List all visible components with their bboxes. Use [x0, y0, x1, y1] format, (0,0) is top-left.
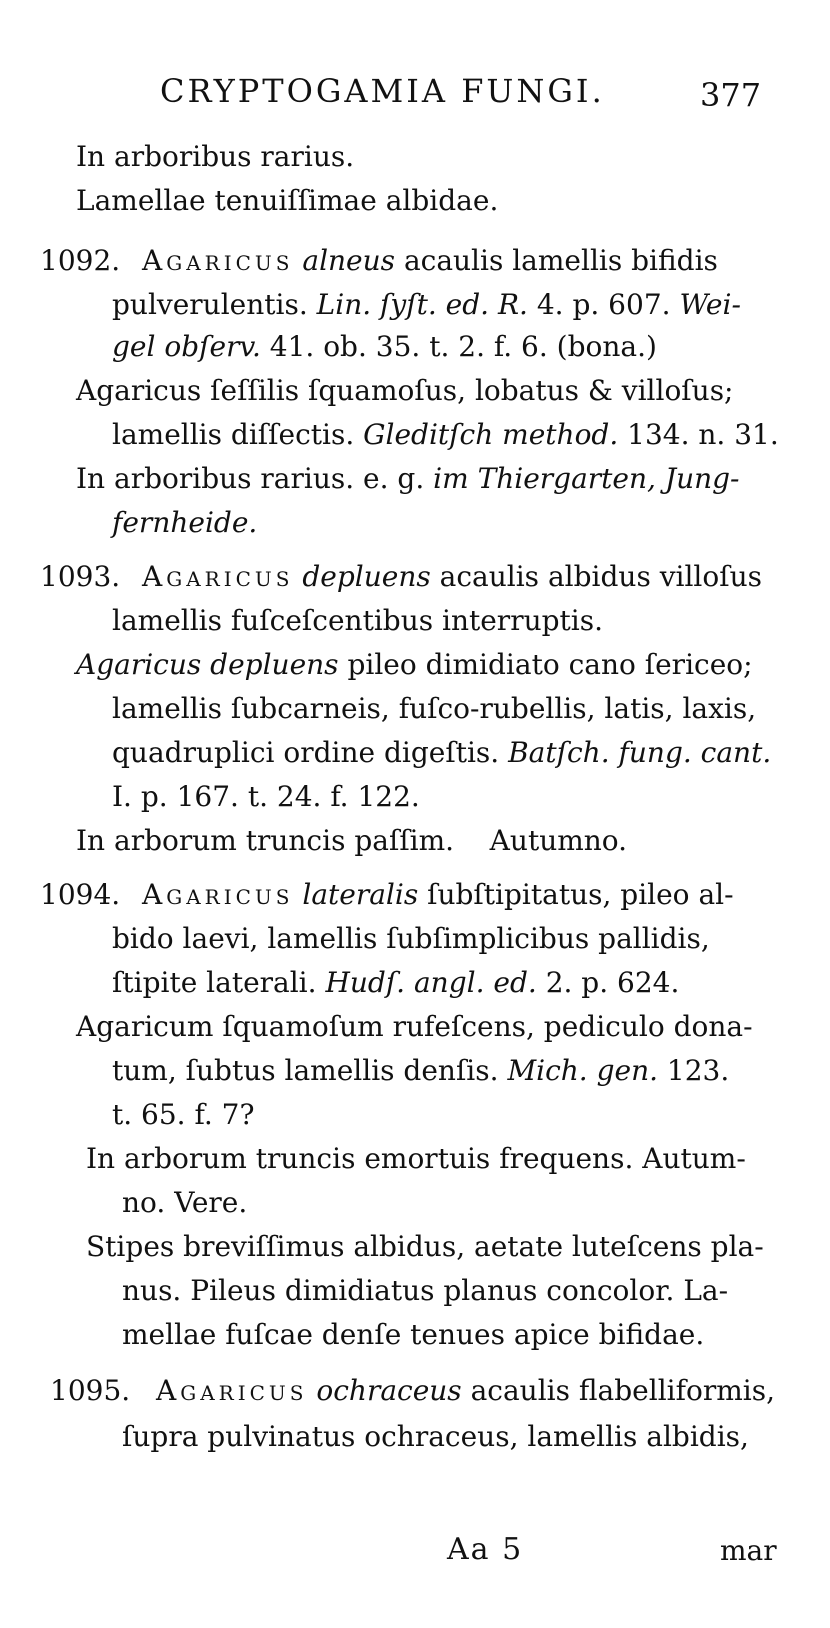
- entry-number-1092: 1092.: [40, 244, 121, 277]
- entry-1094-habitat-line-1: In arborum truncis emortuis frequens. Autum-: [86, 1142, 746, 1175]
- locality-text: im Thiergarten, Jung-: [433, 462, 740, 495]
- reference-title: Batſch. fung. cant.: [508, 736, 772, 769]
- reference-title: Lin. ſyſt. ed. R.: [316, 288, 528, 321]
- diagnosis-text: acaulis albidus villoſus: [439, 560, 763, 593]
- diagnosis-text: ſubſtipitatus, pileo al-: [427, 878, 734, 911]
- reference-locator: 123.: [666, 1054, 730, 1087]
- entry-1092-synonym-line-2: [112, 418, 779, 452]
- synonym-text: pileo dimidiato cano ſericeo;: [347, 648, 753, 681]
- entry-1094-synonym-line-1: Agaricum ſquamoſum rufeſcens, pediculo dona-: [76, 1010, 753, 1043]
- entry-number-1093: 1093.: [40, 560, 121, 593]
- entry-1095-line-2: ſupra pulvinatus ochraceus, lamellis albidis,: [122, 1420, 749, 1453]
- entry-1093-line-2: lamellis fuſceſcentibus interruptis.: [112, 604, 604, 637]
- reference-locator: 4. p. 607.: [536, 288, 671, 321]
- intro-line-2: Lamellae tenuiſſimae albidae.: [76, 184, 499, 217]
- catchword: mar: [720, 1534, 777, 1567]
- diagnosis-text: acaulis flabelliformis,: [470, 1374, 775, 1407]
- species-name: alneus: [302, 244, 396, 277]
- entry-1095-line-1: [156, 1374, 775, 1408]
- reference-title: gel obſerv.: [112, 330, 261, 363]
- running-title: CRYPTOGAMIA FUNGI.: [160, 72, 605, 110]
- entry-1093-line-1: [142, 560, 762, 594]
- reference-title: Mich. gen.: [507, 1054, 659, 1087]
- entry-1093-synonym-line-1: [76, 648, 753, 682]
- entry-1092-line-3: [112, 330, 657, 364]
- entry-1094-habitat-line-2: no. Vere.: [122, 1186, 248, 1219]
- entry-1093-synonym-line-4: I. p. 167. t. 24. f. 122.: [112, 780, 420, 813]
- entry-1094-description-line-2: nus. Pileus dimidiatus planus concolor. La-: [122, 1274, 729, 1307]
- species-name: lateralis: [302, 878, 419, 911]
- entry-number-1095: 1095.: [50, 1374, 131, 1407]
- entry-1094-line-2: bido laevi, lamellis ſubſimplicibus pallidis,: [112, 922, 710, 955]
- reference-locator: 134. n. 31.: [627, 418, 779, 451]
- entry-1092-line-2: [112, 288, 741, 322]
- reference-title: Wei-: [679, 288, 741, 321]
- entry-1094-description-line-3: mellae fuſcae denſe tenues apice bifidae.: [122, 1318, 705, 1351]
- genus-name: Agaricus: [156, 1374, 308, 1407]
- entry-1094-line-3: [112, 966, 679, 1000]
- page-number: 377: [700, 76, 762, 114]
- entry-1094-line-1: [142, 878, 734, 912]
- entry-1093-synonym-line-2: lamellis ſubcarneis, fuſco-rubellis, latis, laxis,: [112, 692, 757, 725]
- reference-locator: 41. ob. 35. t. 2. f. 6. (bona.): [269, 330, 657, 363]
- synonym-text: quadruplici ordine digeſtis.: [112, 736, 500, 769]
- entry-1092-habitat-line-2: fernheide.: [112, 506, 258, 539]
- genus-name: Agaricus: [142, 560, 294, 593]
- intro-line-1: In arboribus rarius.: [76, 140, 355, 173]
- entry-1092-line-1: [142, 244, 718, 278]
- entry-1092-habitat-line-1: [76, 462, 740, 496]
- entry-1094-synonym-line-3: t. 65. f. 7?: [112, 1098, 255, 1131]
- signature-mark: Aa 5: [447, 1532, 524, 1567]
- entry-1094-description-line-1: Stipes breviſſimus albidus, aetate luteſcens pla-: [86, 1230, 764, 1263]
- genus-name: Agaricus: [142, 878, 294, 911]
- habitat-text: In arboribus rarius. e. g.: [76, 462, 425, 495]
- diagnosis-text: pulverulentis.: [112, 288, 308, 321]
- entry-1094-synonym-line-2: [112, 1054, 729, 1088]
- synonym-text: tum, ſubtus lamellis denſis.: [112, 1054, 499, 1087]
- entry-number-1094: 1094.: [40, 878, 121, 911]
- entry-1093-habitat: In arborum truncis paſſim. Autumno.: [76, 824, 628, 857]
- synonym-text: lamellis diſſectis.: [112, 418, 355, 451]
- reference-title: Gleditſch method.: [363, 418, 619, 451]
- diagnosis-text: acaulis lamellis bifidis: [403, 244, 718, 277]
- reference-title: Hudſ. angl. ed.: [325, 966, 537, 999]
- diagnosis-text: ſtipite laterali.: [112, 966, 317, 999]
- entry-1093-synonym-line-3: [112, 736, 771, 770]
- species-name: ochraceus: [316, 1374, 462, 1407]
- genus-name: Agaricus: [142, 244, 294, 277]
- reference-locator: 2. p. 624.: [545, 966, 680, 999]
- species-name: depluens: [302, 560, 431, 593]
- entry-1092-synonym-line-1: Agaricus ſeſſilis ſquamoſus, lobatus & villoſus;: [76, 374, 734, 407]
- synonym-name: Agaricus depluens: [76, 648, 339, 681]
